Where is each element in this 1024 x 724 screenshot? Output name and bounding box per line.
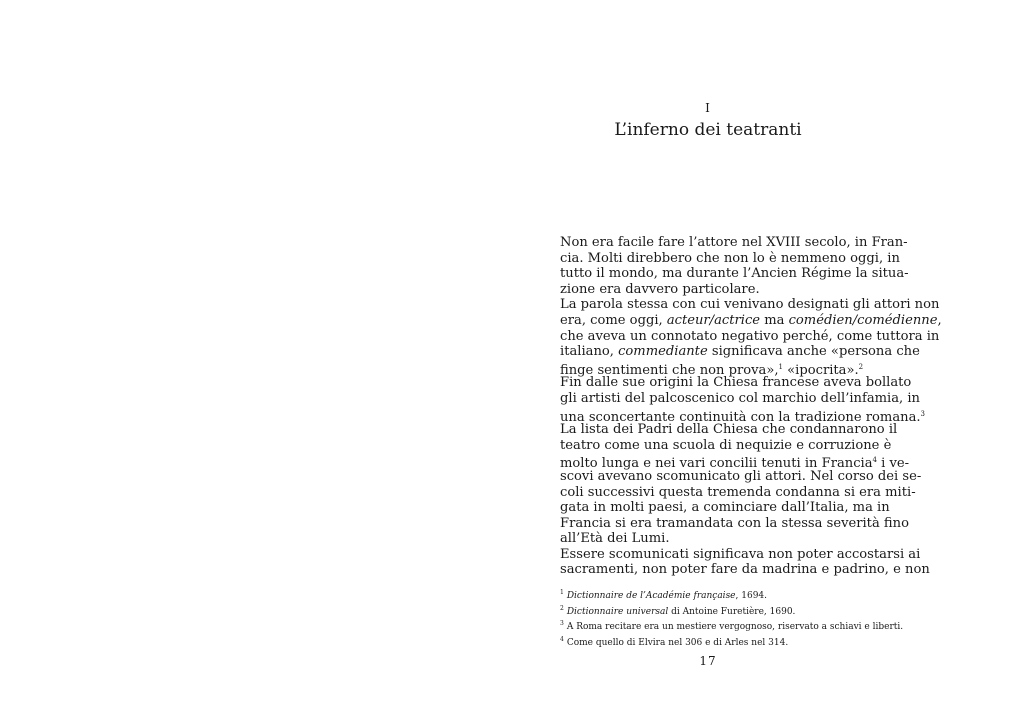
text-run: A Roma recitare era un mestiere vergognoso, riservato a schiavi e liberti. [566,622,904,633]
text-run: finge sentimenti che non prova», [560,362,779,378]
text-line: Fin dalle sue origini la Chiesa francese aveva bollato [560,375,912,391]
footnote-number: 3 [560,620,564,628]
italic-term: comédien/comédienne [788,312,938,328]
chapter-title: L’inferno dei teatranti [614,120,802,140]
italic-term: commediante [618,344,708,360]
footnote-ref: 1 [778,362,783,371]
text-line: gli artisti del palcoscenico col marchio dell’infamia, in [560,390,920,406]
body-text [560,235,942,578]
footnote-ref: 2 [858,362,864,371]
footnotes [560,587,904,649]
text-line [560,360,864,378]
text-line: teatro come una scuola di nequizie e corruzione è [560,437,892,453]
text-line: Essere scomunicati significava non poter accostarsi ai [560,546,921,562]
text-run: significava anche «persona che [707,344,920,360]
text-line [560,344,920,360]
text-line: scovi avevano scomunicato gli attori. Nel corso dei se- [560,468,922,484]
footnote [560,634,860,650]
chapter-number: I [705,101,711,115]
footnote [560,603,860,619]
text-line [560,407,926,425]
italic-term: acteur/actrice [666,312,761,328]
footnote-number: 2 [560,604,564,612]
footnote-number: 4 [560,635,564,643]
text-line: coli successivi questa tremenda condanna si era miti- [560,484,916,500]
text-line [560,453,910,472]
footnote [560,618,904,634]
text-run: di Antoine Furetière, 1690. [668,606,796,617]
text-run: ma [760,312,789,328]
text-line: sacramenti, non poter fare da madrina e padrino, e non [560,562,930,578]
text-line: tutto il mondo, ma durante l’Ancien Régime la situa- [560,266,909,282]
text-line: Non era facile fare l’attore nel XVIII secolo, in Fran- [560,235,908,250]
text-line: zione era davvero particolare. [560,281,760,297]
text-line: Francia si era tramandata con la stessa severità fino [560,515,909,531]
italic-term: Dictionnaire de l’Académie française [566,591,736,601]
text-run: , [937,312,942,328]
text-run: «ipocrita». [782,362,859,378]
text-run: era, come oggi, [560,312,667,328]
text-line: cia. Molti direbbero che non lo è nemmeno oggi, in [560,250,900,266]
text-run: , 1694. [735,591,768,601]
text-line: all’Età dei Lumi. [560,531,670,547]
text-line: gata in molti paesi, a cominciare dall’Italia, ma in [560,500,890,516]
text-run: i ve- [877,456,910,472]
text-run: una sconcertante continuità con la tradizione romana. [560,409,921,425]
footnote [560,587,860,603]
text-line: che aveva un connotato negativo perché, come tuttora in [560,328,940,344]
italic-term: Dictionnaire universal [566,606,669,617]
text-line [560,312,942,329]
text-run: italiano, [560,344,619,360]
footnote-ref: 3 [920,409,926,418]
page-number: 17 [699,654,717,668]
text-line: La parola stessa con cui venivano designati gli attori non [560,297,940,313]
footnote-ref: 4 [872,456,877,465]
text-line: La lista dei Padri della Chiesa che condannarono il [560,422,898,438]
text-run: Come quello di Elvira nel 306 e di Arles nel 314. [566,637,789,648]
text-run: molto lunga e nei vari concilii tenuti in Francia [560,456,873,472]
footnote-number: 1 [560,589,564,596]
